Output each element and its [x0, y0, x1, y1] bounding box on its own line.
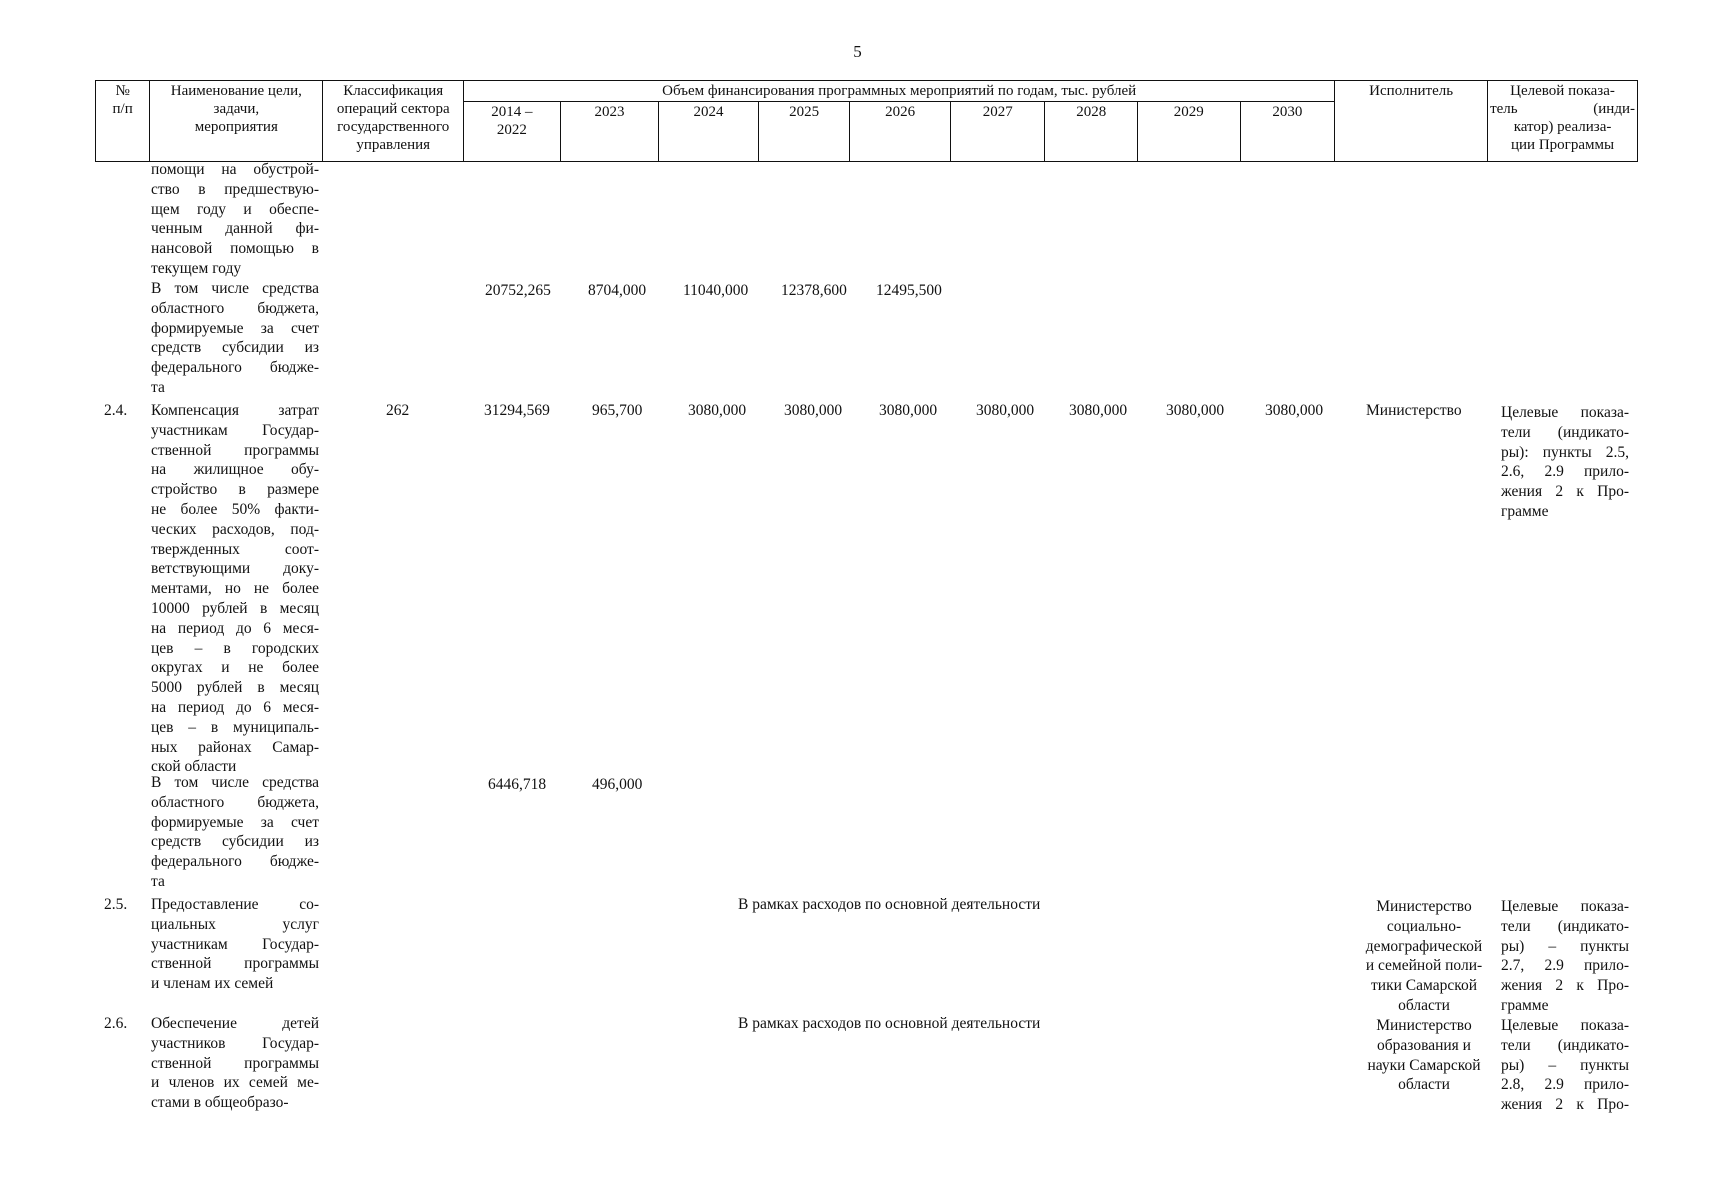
- subrow-2-value-2023: 496,000: [592, 776, 643, 793]
- table-header: [95, 80, 1638, 162]
- header-year: 2014 – 2022: [464, 102, 561, 162]
- row-2-4-value-2028: 3080,000: [1069, 402, 1128, 419]
- row-2-5-funding-note: В рамках расходов по основной деятельности: [738, 896, 1041, 913]
- subrow-1-name: В том числе средства областного бюджета, формируемые за счет средств субсидии из федерального бюдже- та: [151, 280, 319, 396]
- row-2-5-executor: Министерство социально- демографической и семейной поли- тики Самарской области: [1365, 898, 1483, 1014]
- header-year: 2025: [758, 102, 850, 162]
- header-year: 2030: [1240, 102, 1335, 162]
- header-year: 2023: [560, 102, 659, 162]
- row-2-6-funding-note: В рамках расходов по основной деятельности: [738, 1015, 1041, 1032]
- header-name: Наименование цели, задачи, мероприятия: [150, 81, 323, 162]
- row-2-6-target: Целевые показа- тели (индикато- ры) – пункты 2.8, 2.9 прило- жения 2 к Про-: [1501, 1017, 1629, 1114]
- row-2-4-executor: Министерство: [1366, 402, 1462, 419]
- row-2-4-value-2024: 3080,000: [688, 402, 747, 419]
- header-target: Целевой показа- тель (инди- катор) реализа- ции Программы: [1488, 81, 1638, 162]
- header-year: 2026: [850, 102, 951, 162]
- subrow-1-value-2026: 12495,500: [876, 282, 942, 299]
- page-number: 5: [853, 42, 862, 61]
- row-2-4-value-2026: 3080,000: [879, 402, 938, 419]
- row-2-4-value-2014: 31294,569: [484, 402, 550, 419]
- row-2-4-name: Компенсация затрат участникам Государ- ственной программы на жилищное обу- стройство в размере не более 50% факти- ческих расходов, под- твержденных соот- ветствующими доку- ментами, но не более 10000 рублей в месяц на период до 6 меся- цев – в городских округах и не более 5000 рублей в месяц на период до 6 меся- цев – в муниципаль- ных районах Самар- ской области: [151, 402, 319, 776]
- row-2-6-number: 2.6.: [104, 1015, 128, 1032]
- row-2-4-value-2023: 965,700: [592, 402, 643, 419]
- header-funding: Объем финансирования программных мероприятий по годам, тыс. рублей: [464, 81, 1335, 102]
- row-2-4-value-2025: 3080,000: [784, 402, 843, 419]
- subrow-2-name: В том числе средства областного бюджета, формируемые за счет средств субсидии из федерального бюдже- та: [151, 774, 319, 890]
- row-2-6-name: Обеспечение детей участников Государ- ственной программы и членов их семей ме- стами в общеобразо-: [151, 1015, 319, 1112]
- subrow-1-value-2024: 11040,000: [683, 282, 749, 299]
- row-2-4-value-2030: 3080,000: [1265, 402, 1324, 419]
- header-year: 2029: [1138, 102, 1241, 162]
- row-2-4-number: 2.4.: [104, 402, 128, 419]
- header-classification: Классификация операций сектора государственного управления: [323, 81, 464, 162]
- header-year: 2028: [1045, 102, 1138, 162]
- header-executor: Исполнитель: [1335, 81, 1488, 162]
- row-2-5-number: 2.5.: [104, 896, 128, 913]
- row-2-4-target: Целевые показа- тели (индикато- ры): пункты 2.5, 2.6, 2.9 прило- жения 2 к Про- грамме: [1501, 404, 1629, 520]
- row-2-4-classification: 262: [386, 402, 410, 419]
- header-year: 2024: [659, 102, 759, 162]
- subrow-1-value-2025: 12378,600: [781, 282, 847, 299]
- subrow-2-value-2014: 6446,718: [488, 776, 547, 793]
- row-2-4-value-2029: 3080,000: [1166, 402, 1225, 419]
- row-2-4-value-2027: 3080,000: [976, 402, 1035, 419]
- header-year: 2027: [950, 102, 1045, 162]
- subrow-1-value-2023: 8704,000: [588, 282, 647, 299]
- row-2-5-name: Предоставление со- циальных услуг участникам Государ- ственной программы и членам их семей: [151, 896, 319, 993]
- header-number: № п/п: [96, 81, 150, 162]
- row-2-5-target: Целевые показа- тели (индикато- ры) – пункты 2.7, 2.9 прило- жения 2 к Про- грамме: [1501, 898, 1629, 1014]
- subrow-1-value-2014: 20752,265: [485, 282, 551, 299]
- row-continuation-name: помощи на обустрой- ство в предшествую- щем году и обеспе- ченным данной фи- нансовой помощью в текущем году: [151, 161, 319, 277]
- row-2-6-executor: Министерство образования и науки Самарской области: [1367, 1017, 1481, 1094]
